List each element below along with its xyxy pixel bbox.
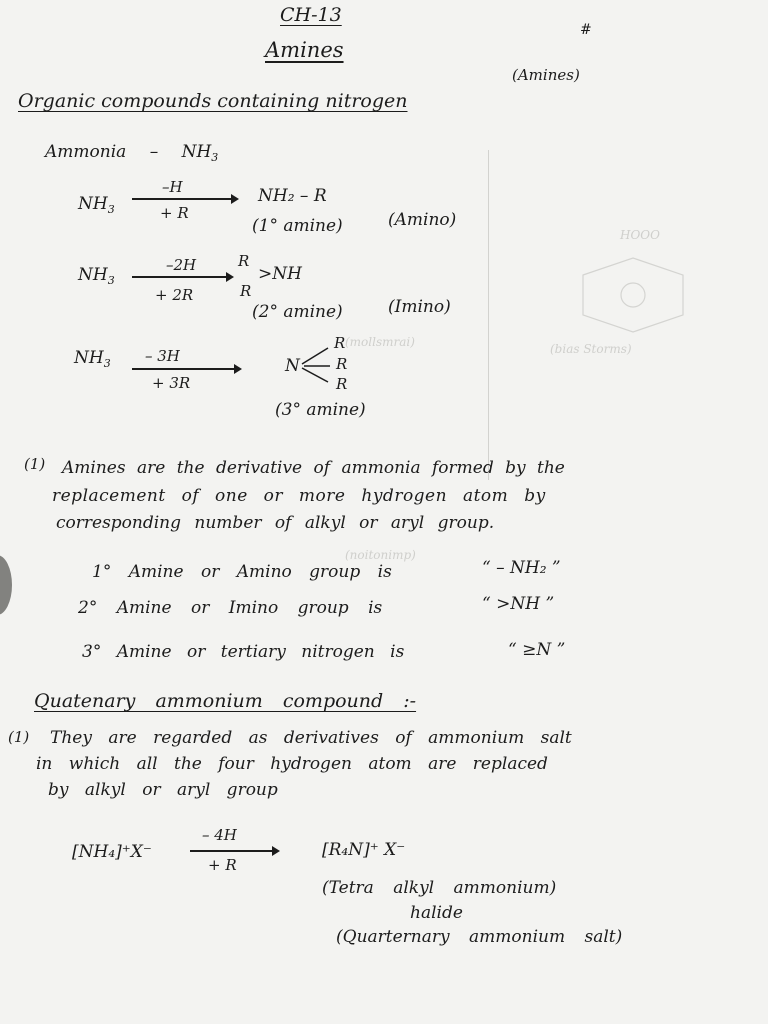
reaction-1-top: –H (162, 178, 183, 196)
reaction-3-type: (3° amine) (275, 400, 366, 420)
reaction-3-reactant: $NH_3$ (74, 348, 111, 370)
reaction-2-arrow (132, 276, 232, 278)
section-heading: Organic compounds containing nitrogen (18, 90, 408, 112)
reaction-2-product-main: >NH (258, 264, 302, 284)
reaction-1-reactant: $NH_3$ (78, 194, 115, 216)
reaction-1-type: (1° amine) (252, 216, 343, 236)
reaction-3-product-n: N (285, 356, 300, 376)
reaction-3-product-r2: R (336, 355, 348, 373)
reaction-2-product-r2: R (240, 282, 252, 300)
corner-mark: # (580, 22, 592, 38)
bleed-through-text: (bias Storms) (550, 342, 632, 356)
quaternary-line-2: in which all the four hydrogen atom are replaced (36, 754, 548, 774)
bleed-through-text: (mollsmrai) (345, 335, 415, 349)
quaternary-arrow (190, 850, 278, 852)
reaction-2-name: (Imino) (388, 297, 451, 317)
bleed-through-hexagon-icon (578, 255, 688, 335)
group-2-label: 2° Amine or Imino group is (78, 598, 383, 618)
quaternary-line-3: by alkyl or aryl group (48, 780, 278, 800)
page-edge-shadow (0, 555, 12, 615)
chapter-number: CH-13 (280, 4, 342, 26)
group-2-formula: “ >NH ” (482, 594, 555, 614)
reaction-3-arrow (132, 368, 240, 370)
definition-line-3: corresponding number of alkyl or aryl group. (56, 513, 495, 533)
definition-line-1: Amines are the derivative of ammonia formed by the (62, 458, 565, 478)
reaction-2-type: (2° amine) (252, 302, 343, 322)
group-3-formula: “ ≥N ” (508, 640, 566, 660)
bleed-through-text: HOOO (620, 228, 660, 242)
quaternary-reactant: [NH₄]⁺X⁻ (72, 842, 152, 862)
quaternary-product-name-3: (Quarternary ammonium salt) (336, 927, 623, 947)
definition-line-2: replacement of one or more hydrogen atom by (52, 486, 546, 506)
reaction-2-bottom: + 2R (155, 286, 194, 304)
reaction-2-top: –2H (166, 256, 197, 274)
quaternary-product-name-1: (Tetra alkyl ammonium) (322, 878, 557, 898)
reaction-1-name: (Amino) (388, 210, 457, 230)
quaternary-line-1: They are regarded as derivatives of ammonium salt (50, 728, 572, 748)
definition-number: (1) (24, 455, 46, 473)
bleed-through-line (488, 150, 489, 480)
quaternary-bottom: + R (208, 856, 237, 874)
ammonia-label: Ammonia – $NH_3$ (45, 142, 219, 164)
reaction-3-bottom: + 3R (152, 374, 191, 392)
reaction-2-product-r1: R (238, 252, 250, 270)
reaction-1-bottom: + R (160, 204, 189, 222)
bleed-through-text: (noitonimp) (345, 548, 416, 562)
reaction-2-reactant: $NH_3$ (78, 265, 115, 287)
quaternary-heading: Quatenary ammonium compound :- (34, 690, 417, 712)
quaternary-number: (1) (8, 728, 30, 746)
reaction-1-product: NH₂ – R (258, 186, 327, 206)
page-title: Amines (265, 38, 344, 62)
quaternary-top: – 4H (202, 826, 237, 844)
group-1-label: 1° Amine or Amino group is (92, 562, 392, 582)
reaction-3-product-r1: R (334, 334, 346, 352)
reaction-3-top: – 3H (145, 347, 180, 365)
reaction-3-product-r3: R (336, 375, 348, 393)
quaternary-product: [R₄N]⁺ X⁻ (322, 840, 406, 860)
quaternary-product-name-2: halide (410, 903, 463, 923)
group-3-label: 3° Amine or tertiary nitrogen is (82, 642, 405, 662)
group-1-formula: “ – NH₂ ” (482, 558, 561, 578)
reaction-1-arrow (132, 198, 237, 200)
section-heading-note: (Amines) (512, 66, 580, 84)
